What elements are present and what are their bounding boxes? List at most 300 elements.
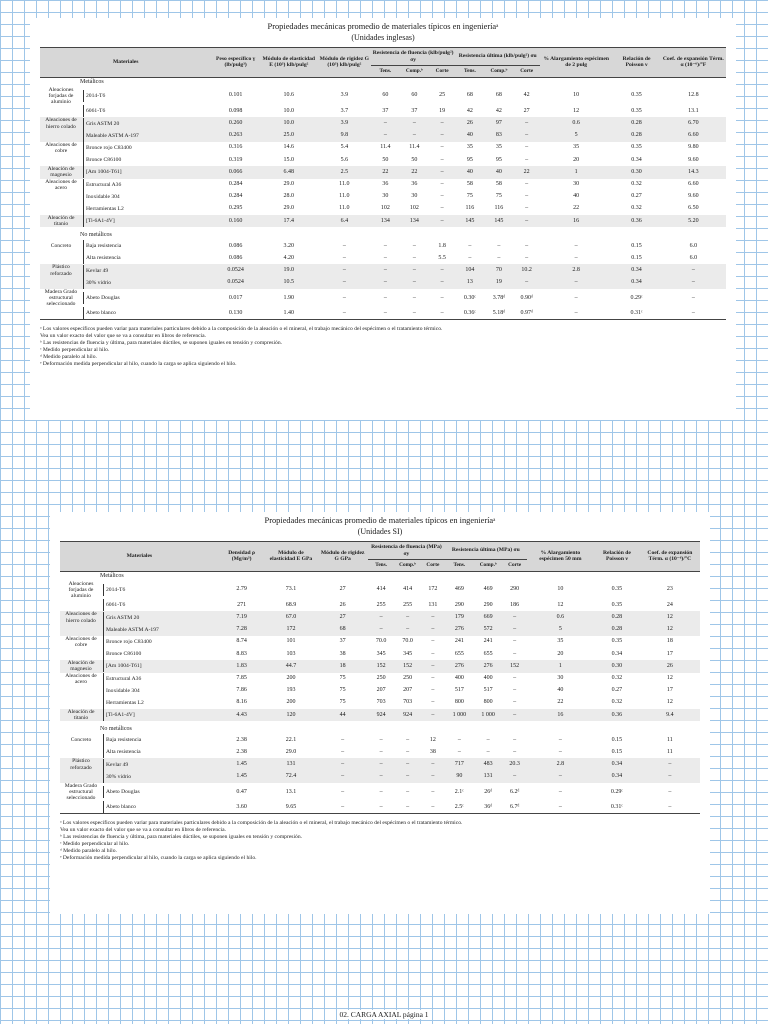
value-cell: 16 [540,215,612,227]
value-cell: – [429,130,456,142]
value-cell: – [431,687,435,694]
value-cell: 7.85 [236,675,247,682]
value-cell: – [525,181,529,188]
value-cell: – [371,264,400,276]
table-header [40,48,726,78]
value-cell: – [574,242,578,249]
value-cell: 10.0 [260,117,318,129]
value-cell: – [429,264,456,276]
value-cell: – [421,758,445,770]
value-cell: – [513,130,540,142]
value-cell: 68 [495,92,502,99]
material-cell [60,624,219,636]
value-cell: 241 [454,638,464,645]
value-cell: 40 [455,166,484,178]
value-cell: 6.60 [688,181,699,188]
bracket-line [83,179,84,191]
value-cell: 1.8 [438,242,446,249]
table-row [40,191,726,203]
value-cell: 0.017 [228,294,243,301]
col-header-expansion: Coef. de expansión Térm. α (10⁻⁶)/°F [661,48,726,78]
table-row [40,166,726,178]
table-title [60,516,700,537]
value-cell: – [368,758,394,770]
value-cell: – [513,687,517,694]
col-subheader-comp: Comp.ᵇ [400,66,429,78]
value-cell: – [540,307,612,320]
material-name: 30% vidrio [106,773,132,780]
value-cell: 6.2ᵈ [509,788,520,795]
value-cell: 19 [484,277,513,289]
table-row [60,734,700,746]
value-cell: 6.50 [688,205,699,212]
value-cell: 40 [573,193,580,200]
value-cell: 703 [376,699,386,706]
value-cell: – [379,788,383,795]
value-cell: – [429,117,456,129]
material-cell [40,142,211,154]
value-cell: 0.29ᶜ [610,788,623,795]
material-group-name: Aleación de titanio [67,709,95,722]
material-group-name: Aleaciones forjadas de aluminio [48,86,74,106]
value-cell: 16 [527,709,594,721]
value-cell: – [341,736,345,743]
material-cell [40,289,211,308]
value-cell: 36ᵈ [474,801,503,814]
value-cell: 12 [573,107,580,114]
material-group-name: Aleaciones de acero [65,672,97,685]
bracket-line [103,612,104,624]
value-cell: 17.4 [260,215,318,227]
value-cell: 5 [527,624,594,636]
value-cell: 0.28 [612,117,660,129]
material-name: 6061-T6 [86,108,106,115]
material-group-name: Aleación de titanio [47,215,75,228]
value-cell: 0.15 [631,254,642,261]
material-group-name: Aleación de magnesio [47,166,75,179]
footnote-line: Vea un valor exacto del valor que se va a consultar en libros de referencia. [40,333,207,340]
bracket-line [103,624,104,636]
value-cell: 12 [640,624,700,636]
value-cell: – [431,788,435,795]
value-cell: 2.38 [236,736,247,743]
value-cell: 8.83 [236,650,247,657]
value-cell: – [379,748,383,755]
value-cell: 17 [666,687,673,694]
value-cell: – [368,624,394,636]
value-cell: 0.28 [594,624,640,636]
material-name: Alta resistencia [86,255,121,262]
table-row [60,660,700,672]
value-cell: – [440,181,444,188]
value-cell: 131 [264,758,317,770]
value-cell: 0.36ᶜ [455,307,484,320]
value-cell: 14.3 [661,166,726,178]
value-cell: – [513,117,540,129]
value-cell: 26 [640,660,700,672]
material-cell [40,264,211,276]
value-cell: 30 [557,675,564,682]
material-cell [60,801,219,814]
value-cell: – [342,294,346,301]
value-cell: 200 [286,699,296,706]
col-header-yield-strength: Resistencia de fluencia (klb/pulg²) σy [371,48,456,66]
value-cell: 1.40 [260,307,318,320]
value-cell: 0.36 [612,215,660,227]
table-row [40,307,726,320]
value-cell: – [400,130,429,142]
value-cell: – [421,611,445,623]
value-cell: – [525,156,529,163]
value-cell: 800 [454,699,464,706]
bracket-line [103,786,104,798]
bracket-line [83,203,84,215]
value-cell: 0.263 [211,130,259,142]
value-cell: – [400,277,429,289]
value-cell: – [486,748,490,755]
value-cell: 2.38 [236,748,247,755]
value-cell: 103 [286,650,296,657]
page-si-units [50,512,710,914]
value-cell: 102 [409,205,419,212]
value-cell: 0.35 [631,144,642,151]
material-name: Maleable ASTM A-197 [86,132,139,139]
value-cell: 0.284 [228,181,243,188]
value-cell: 131 [428,601,438,608]
value-cell: – [383,254,387,261]
section-label: Metálicos [80,78,104,85]
value-cell: – [429,277,456,289]
value-cell: 9.60 [688,193,699,200]
bracket-line [103,660,104,672]
value-cell: 7.19 [219,611,265,623]
value-cell: 924 [368,709,394,721]
value-cell: – [394,611,420,623]
col-header-ultimate-strength: Resistencia última (klb/pulg²) σu [455,48,540,66]
value-cell: – [371,307,400,320]
material-cell [40,215,211,227]
value-cell: 0.15 [631,242,642,249]
value-cell: 3.9 [340,92,349,99]
value-cell: – [468,242,472,249]
value-cell: 37 [411,107,418,114]
value-cell: 101 [286,638,296,645]
footnote-line: Vea un valor exacto del valor que se va a consultar en libros de referencia. [60,827,227,834]
value-cell: – [513,675,517,682]
material-name: Estructural A36 [86,181,122,188]
value-cell: 469 [483,586,493,593]
value-cell: 10.6 [283,92,295,99]
value-cell: 116 [494,205,504,212]
table-row [60,624,700,636]
value-cell: 0.32 [631,181,642,188]
table-row [60,758,700,770]
value-cell: – [371,130,400,142]
value-cell: 12.8 [688,92,699,99]
value-cell: 2.1ᶜ [454,788,464,795]
material-name: Kevlar 49 [86,267,109,274]
value-cell: 50 [382,156,389,163]
value-cell: 0.97ᵈ [513,307,540,320]
col-subheader-corte: Corte [421,560,445,572]
value-cell: 20.3 [503,758,527,770]
value-cell: 3.9 [318,117,371,129]
value-cell: 0.30ᶜ [463,294,476,301]
value-cell: 5.20 [661,215,726,227]
value-cell: 9.80 [688,144,699,151]
value-cell: 200 [286,675,296,682]
material-group-name: Plástico reforzado [70,758,92,771]
value-cell: – [440,193,444,200]
value-cell: – [525,193,529,200]
value-cell: 25 [439,92,446,99]
value-cell: 276 [445,660,474,672]
value-cell: 23 [666,586,673,593]
value-cell: – [525,144,529,151]
value-cell: 134 [371,215,400,227]
material-name: [Am 1004-T61] [106,663,142,670]
value-cell: – [513,736,517,743]
value-cell: 9.4 [640,709,700,721]
value-cell: 276 [474,660,503,672]
table-row [60,697,700,709]
value-cell: 290 [454,601,464,608]
value-cell: 469 [454,586,464,593]
section-row [40,77,726,87]
value-cell: – [503,771,527,783]
col-header-poisson: Relación de Poisson ν [594,542,640,572]
value-cell: 0.6 [527,611,594,623]
value-cell: 0.35 [631,92,642,99]
value-cell: 68 [317,624,368,636]
value-cell: 27 [523,107,530,114]
value-cell: 22.1 [285,736,297,743]
value-cell: 0.34 [612,264,660,276]
section-label: Metálicos [100,572,124,579]
value-cell: 95 [495,156,502,163]
value-cell: 40 [455,130,484,142]
table-row [60,581,700,600]
value-cell: 6.0 [689,254,698,261]
value-cell: 400 [483,675,493,682]
bracket-line [103,673,104,685]
material-name: Herramientas L2 [106,700,144,707]
value-cell: 800 [483,699,493,706]
material-name: Bronce rojo C83400 [86,145,132,151]
footnotes [60,820,700,862]
value-cell: 0.35 [611,586,623,593]
section-label: No metálicos [80,232,112,239]
value-cell: 6.4 [318,215,371,227]
material-cell [40,307,211,320]
material-cell [60,581,219,600]
material-name: Abeto Douglas [106,789,140,796]
bracket-line [83,292,84,304]
footnote-line: ᵈ Medido paralelo al hilo. [40,354,97,361]
value-cell: – [661,307,726,320]
value-cell: 290 [510,586,520,593]
value-cell: 207 [403,687,413,694]
value-cell: – [379,736,383,743]
value-cell: 0.160 [211,215,259,227]
footer-text: 02. CARGA AXIAL página 1 [339,1010,429,1019]
value-cell: – [640,758,700,770]
value-cell: 95 [466,156,473,163]
table-row [60,771,700,783]
bracket-line [83,215,84,227]
value-cell: 11.0 [339,205,350,212]
value-cell: 10.2 [513,264,540,276]
value-cell: – [527,801,594,814]
value-cell: 42 [523,92,530,99]
value-cell: 0.30 [612,166,660,178]
table-row [40,289,726,308]
footnotes [40,326,726,368]
material-cell [40,166,211,178]
value-cell: 145 [455,215,484,227]
value-cell: 44.7 [264,660,317,672]
value-cell: 97 [484,117,513,129]
col-header-materials: Materiales [60,542,219,572]
value-cell: 22 [557,699,564,706]
col-subheader-tens: Tens. [455,66,484,78]
value-cell: 9.65 [264,801,317,814]
table-row [60,709,700,721]
material-cell [60,673,219,685]
col-subheader-corte: Corte [513,66,540,78]
value-cell: – [421,771,445,783]
value-cell: 73.1 [285,586,297,593]
value-cell: 83 [484,130,513,142]
material-group-name: Aleaciones de acero [45,178,77,191]
value-cell: 18 [317,660,368,672]
value-cell: 50 [411,156,418,163]
table-row [40,142,726,154]
value-cell: 42 [466,107,473,114]
value-cell: – [440,156,444,163]
col-subheader-comp: Comp.ᵇ [474,560,503,572]
bracket-line [83,252,84,264]
value-cell: 2.8 [540,264,612,276]
value-cell: 10.5 [260,277,318,289]
value-cell: 0.31ᶜ [594,801,640,814]
bracket-line [103,746,104,758]
bracket-line [83,130,84,142]
value-cell: 36 [382,181,389,188]
value-cell: 5.5 [438,254,446,261]
value-cell: 152 [368,660,394,672]
footnote-line: ᶜ Medido perpendicular al hilo. [40,347,110,354]
value-cell: – [440,144,444,151]
value-cell: 35 [557,638,564,645]
material-name: Herramientas L2 [86,206,124,213]
value-cell: 0.28 [612,130,660,142]
value-cell: – [513,748,517,755]
value-cell: – [525,254,529,261]
value-cell: – [503,709,527,721]
table-row [60,611,700,623]
material-cell [60,685,219,697]
material-name: 2014-T6 [86,93,106,100]
value-cell: 0.36 [594,709,640,721]
value-cell: 68 [466,92,473,99]
col-subheader-tens: Tens. [371,66,400,78]
value-cell: 8.16 [236,699,247,706]
value-cell: 0.32 [611,675,623,682]
material-cell [40,277,211,289]
value-cell: 26 [339,601,346,608]
value-cell: – [368,611,394,623]
section-row [60,725,700,734]
value-cell: – [342,242,346,249]
value-cell: 17 [666,650,673,657]
value-cell: – [431,638,435,645]
value-cell: 8.74 [236,638,247,645]
value-cell: 517 [454,687,464,694]
value-cell: – [431,699,435,706]
value-cell: 29.0 [283,205,295,212]
value-cell: 4.20 [283,254,295,261]
bracket-line [83,90,84,102]
footnote-line: ᵉ Deformación medida perpendicular al hilo, cuando la carga se aplica siguiendo el hilo. [60,855,257,862]
bracket-line [103,709,104,721]
bracket-line [83,240,84,252]
value-cell: 669 [474,611,503,623]
value-cell: 12 [429,736,436,743]
table-row [60,599,700,611]
value-cell: 13 [455,277,484,289]
value-cell: 0.35 [611,601,623,608]
value-cell: 12 [666,699,673,706]
value-cell: 20 [557,650,564,657]
value-cell: 207 [376,687,386,694]
table-row [40,240,726,252]
value-cell: – [383,242,387,249]
bracket-line [83,118,84,130]
col-header-elongation: % Alargamiento espécimen 50 mm [527,542,594,572]
value-cell: 655 [454,650,464,657]
value-cell: 70 [484,264,513,276]
value-cell: 0.086 [228,242,243,249]
value-cell: 11.4 [409,144,420,151]
material-cell [40,191,211,203]
value-cell: – [412,242,416,249]
value-cell: – [513,215,540,227]
value-cell: 11 [666,748,673,755]
value-cell: – [440,205,444,212]
value-cell: 2.5ᶜ [445,801,474,814]
value-cell: 345 [403,650,413,657]
table-row [60,746,700,758]
bracket-line [103,599,104,611]
value-cell: 1.90 [283,294,295,301]
value-cell: – [457,736,461,743]
value-cell: 30 [382,193,389,200]
table-row [60,636,700,648]
material-name: Gris ASTM 20 [106,614,140,621]
value-cell: 104 [455,264,484,276]
value-cell: 5.18ᵈ [484,307,513,320]
bracket-line [103,636,104,648]
material-name: Estructural A36 [106,675,142,682]
value-cell: 37 [382,107,389,114]
value-cell: 483 [474,758,503,770]
value-cell: 134 [400,215,429,227]
value-cell: 5.4 [340,144,349,151]
value-cell: 1.45 [219,771,265,783]
value-cell: 0.28 [594,611,640,623]
value-cell: 6.0 [689,242,698,249]
